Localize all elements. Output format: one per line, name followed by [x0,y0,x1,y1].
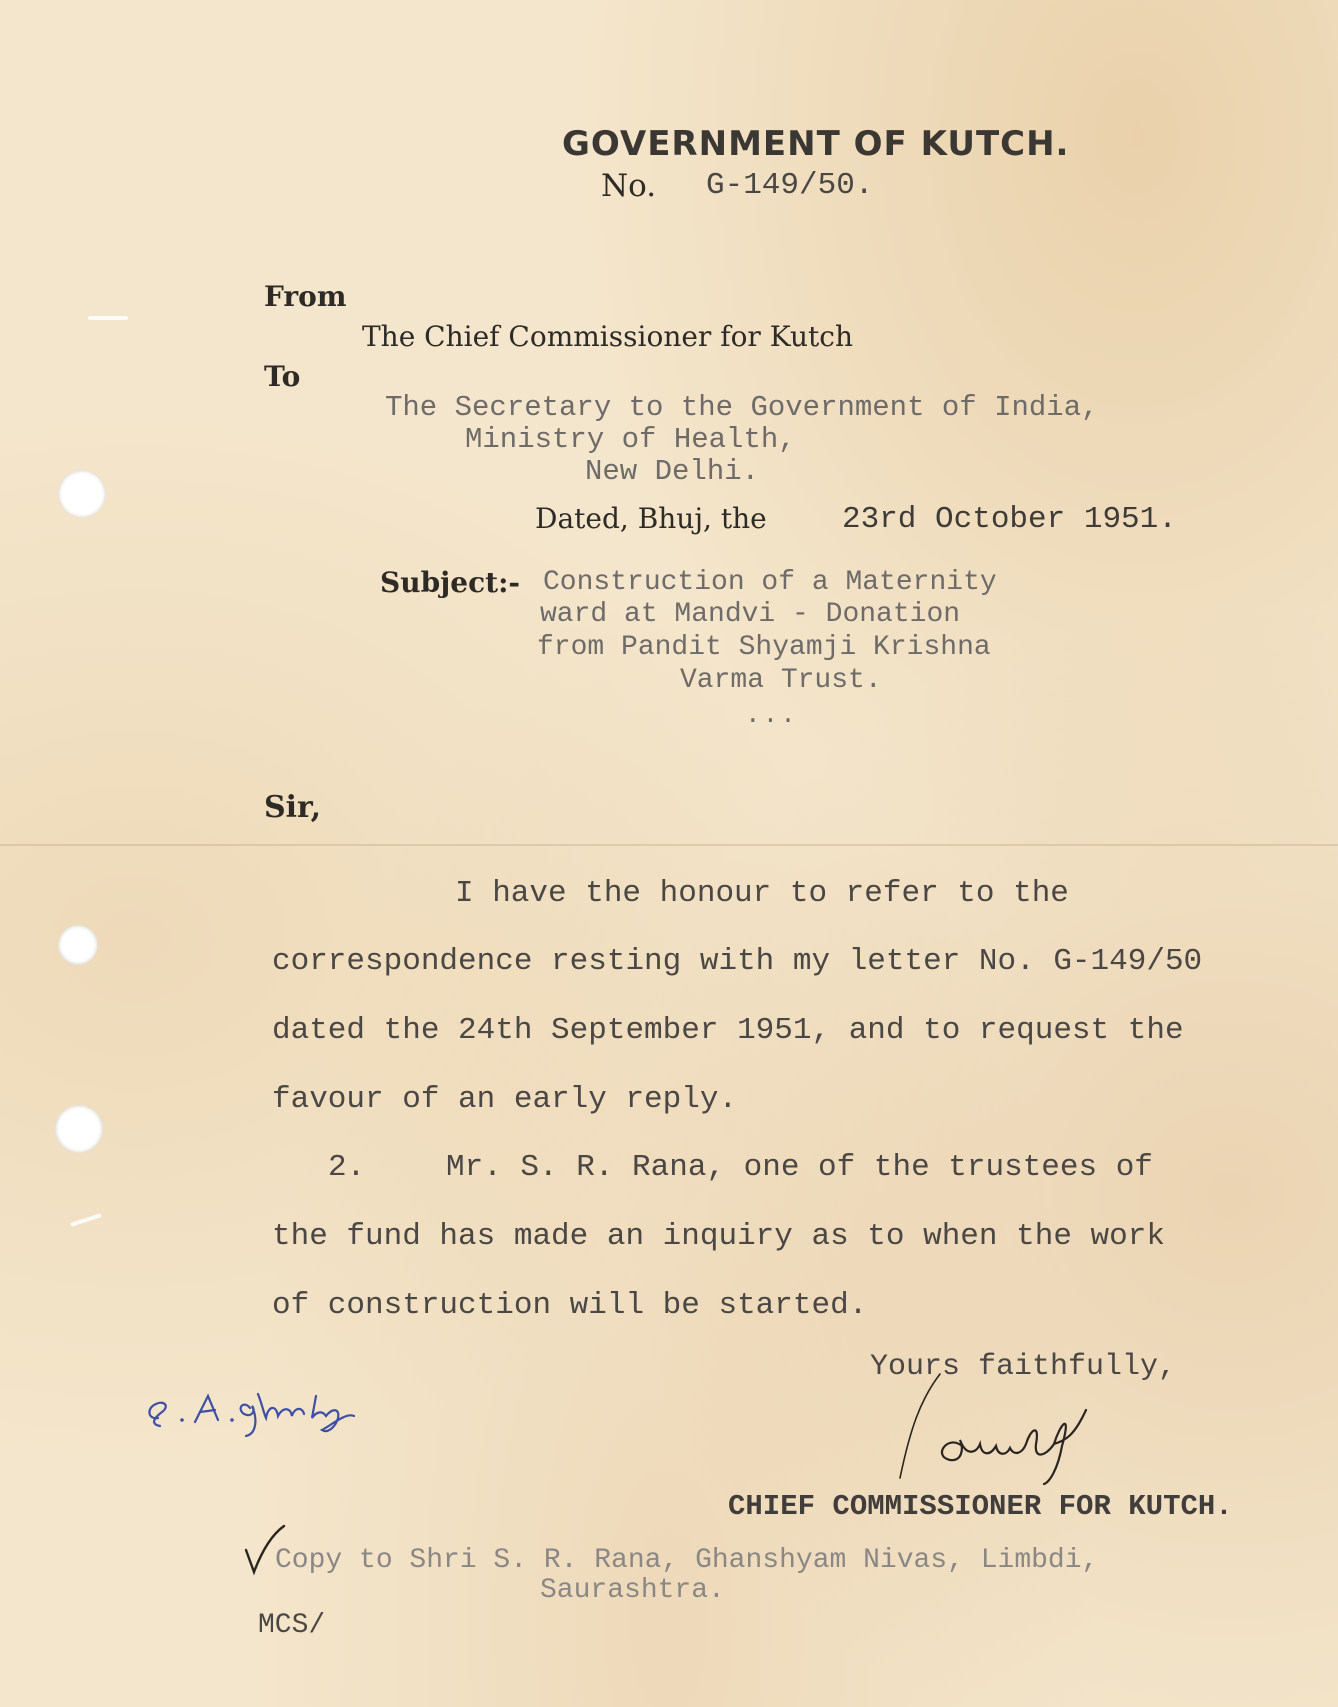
subject-line: Construction of a Maternity [543,567,997,598]
subject-separator: ... [745,700,798,730]
body-line: Mr. S. R. Rana, one of the trustees of [446,1150,1153,1185]
copy-to-line: Copy to Shri S. R. Rana, Ghanshyam Nivas, Limbdi, [275,1545,1099,1576]
body-line: the fund has made an inquiry as to when the work [272,1219,1165,1254]
date-label: Dated, Bhuj, the [535,502,767,535]
body-line: of construction will be started. [272,1288,868,1323]
recipient-line: The Secretary to the Government of India, [385,391,1099,424]
letterhead-government: GOVERNMENT OF KUTCH. [562,124,1070,164]
subject-line: from Pandit Shyamji Krishna [537,632,991,663]
body-line: favour of an early reply. [272,1082,738,1117]
paper-nick-2 [70,1213,102,1227]
body-line: I have the honour to refer to the [455,876,1069,911]
subject-line: Varma Trust. [680,665,882,696]
subject-line: ward at Mandvi - Donation [540,599,961,630]
to-label: To [264,360,301,393]
from-value: The Chief Commissioner for Kutch [362,320,854,353]
subject-label: Subject:- [380,566,521,599]
reference-initials: MCS/ [258,1610,326,1641]
paragraph-number: 2. [328,1150,366,1185]
letter-number-label: No. [601,168,657,204]
body-line: correspondence resting with my letter No. G-149/50 [272,944,1203,979]
date-value: 23rd October 1951. [842,502,1177,537]
body-line: dated the 24th September 1951, and to request the [272,1013,1184,1048]
punch-hole-1 [58,470,106,518]
recipient-line: New Delhi. [585,455,760,488]
paper-fold-line [0,844,1338,846]
signature [850,1360,1140,1490]
recipient-line: Ministry of Health, [465,423,796,456]
letter-number-value: G-149/50. [706,168,874,203]
salutation: Sir, [264,790,322,825]
paper-nick-1 [88,316,128,320]
punch-hole-3 [55,1105,103,1153]
from-label: From [264,280,347,313]
copy-to-line: Saurashtra. [540,1575,725,1606]
signer-title: CHIEF COMMISSIONER FOR KUTCH. [728,1490,1233,1523]
punch-hole-2 [58,925,98,965]
handwritten-note [140,1360,470,1440]
closing-line: Yours faithfully, [870,1350,1177,1384]
